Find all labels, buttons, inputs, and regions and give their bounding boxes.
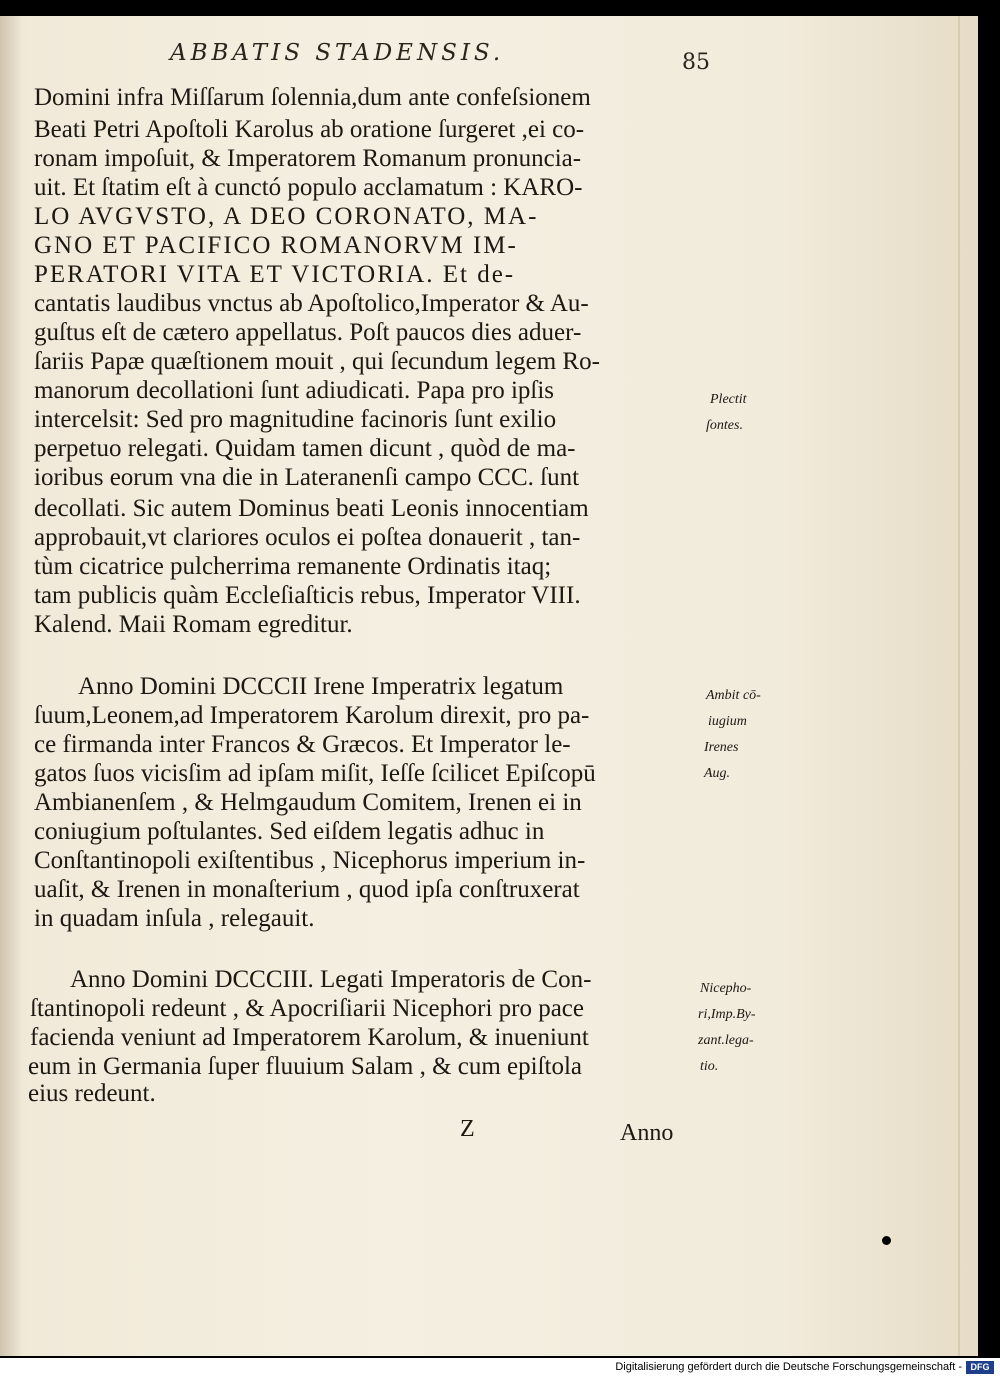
text-line: Ambianenſem , & Helmgaudum Comitem, Irenen ei in	[34, 789, 582, 816]
ink-dot	[882, 1236, 891, 1245]
margin-note: tio.	[700, 1059, 719, 1074]
text-line: ſariis Papæ quæſtionem mouit , qui ſecundum legem Ro-	[34, 348, 600, 375]
text-line: approbauit,vt clariores oculos ei poſtea donauerit , tan-	[34, 524, 581, 551]
text-line: Conſtantinopoli exiſtentibus , Nicephorus imperium in-	[34, 847, 586, 874]
page-edge	[958, 16, 960, 1356]
text-line: GNO ET PACIFICO ROMANORVM IM-	[34, 232, 518, 259]
gutter-shadow	[0, 16, 22, 1356]
margin-note: Ambit cō-	[706, 688, 761, 703]
dfg-logo-icon: DFG	[966, 1361, 994, 1374]
margin-note: iugium	[708, 714, 747, 729]
text-line: gatos ſuos vicisſim ad ipſam miſit, Ieſſe ſcilicet Epiſcopū	[34, 760, 596, 787]
page-number: 85	[682, 50, 710, 75]
text-line: manorum decollationi ſunt adiudicati. Papa pro ipſis	[34, 377, 555, 404]
text-line: perpetuo relegati. Quidam tamen dicunt , quòd de ma-	[34, 435, 576, 462]
running-head: ABBATIS STADENSIS.	[170, 40, 505, 66]
text-line: Kalend. Maii Romam egreditur.	[34, 611, 353, 638]
text-line: ſtantinopoli redeunt , & Apocriſiarii Nicephori pro pace	[30, 995, 585, 1022]
text-line: coniugium poſtulantes. Sed eiſdem legatis adhuc in	[34, 818, 545, 845]
margin-note: Plectit	[710, 392, 747, 407]
text-line: Domini infra Miſſarum ſolennia,dum ante confeſsionem	[34, 84, 591, 111]
text-line: ronam impoſuit, & Imperatorem Romanum pronuncia-	[34, 145, 582, 172]
margin-note: Nicepho-	[700, 981, 752, 996]
text-line: decollati. Sic autem Dominus beati Leonis innocentiam	[34, 495, 589, 522]
text-line: Beati Petri Apoſtoli Karolus ab oratione ſurgeret ,ei co-	[34, 116, 585, 143]
text-line: Anno Domini DCCCIII. Legati Imperatoris de Con-	[70, 966, 592, 993]
text-line: tùm cicatrice pulcherrima remanente Ordinatis itaq;	[34, 553, 552, 580]
catchword: Anno	[620, 1120, 674, 1146]
text-line: guſtus eſt de cætero appellatus. Poſt paucos dies aduer-	[34, 319, 582, 346]
text-line: uaſit, & Irenen in monaſterium , quod ipſa conſtruxerat	[34, 876, 580, 903]
margin-note: ſontes.	[706, 418, 743, 433]
text-line: tam publicis quàm Eccleſiaſticis rebus, Imperator VIII.	[34, 582, 581, 609]
margin-note: zant.lega-	[698, 1033, 754, 1048]
text-line: intercelsit: Sed pro magnitudine facinoris ſunt exilio	[34, 406, 557, 433]
text-line: cantatis laudibus vnctus ab Apoſtolico,Imperator & Au-	[34, 290, 589, 317]
text-line: in quadam inſula , relegauit.	[34, 905, 315, 932]
signature-mark: Z	[460, 1116, 475, 1142]
text-line: PERATORI VITA ET VICTORIA. Et de-	[34, 261, 516, 288]
text-line: ce firmanda inter Francos & Græcos. Et Imperator le-	[34, 731, 571, 758]
margin-note: Aug.	[704, 766, 731, 781]
margin-note: ri,Imp.By-	[698, 1007, 756, 1022]
text-line: LO AVGVSTO, A DEO CORONATO, MA-	[34, 203, 539, 230]
text-line: ioribus eorum vna die in Lateranenſi campo CCC. ſunt	[34, 464, 580, 491]
digitization-note: Digitalisierung gefördert durch die Deutsche Forschungsgemeinschaft -	[615, 1361, 962, 1373]
text-line: facienda veniunt ad Imperatorem Karolum, & inueniunt	[30, 1024, 589, 1051]
text-line: uit. Et ſtatim eſt à cunctó populo acclamatum : KARO-	[34, 174, 583, 201]
margin-note: Irenes	[704, 740, 739, 755]
text-line: eius redeunt.	[28, 1080, 156, 1107]
text-line: Anno Domini DCCCII Irene Imperatrix legatum	[78, 673, 564, 700]
text-line: eum in Germania ſuper fluuium Salam , & cum epiſtola	[28, 1053, 583, 1080]
text-line: ſuum,Leonem,ad Imperatorem Karolum direxit, pro pa-	[34, 702, 590, 729]
